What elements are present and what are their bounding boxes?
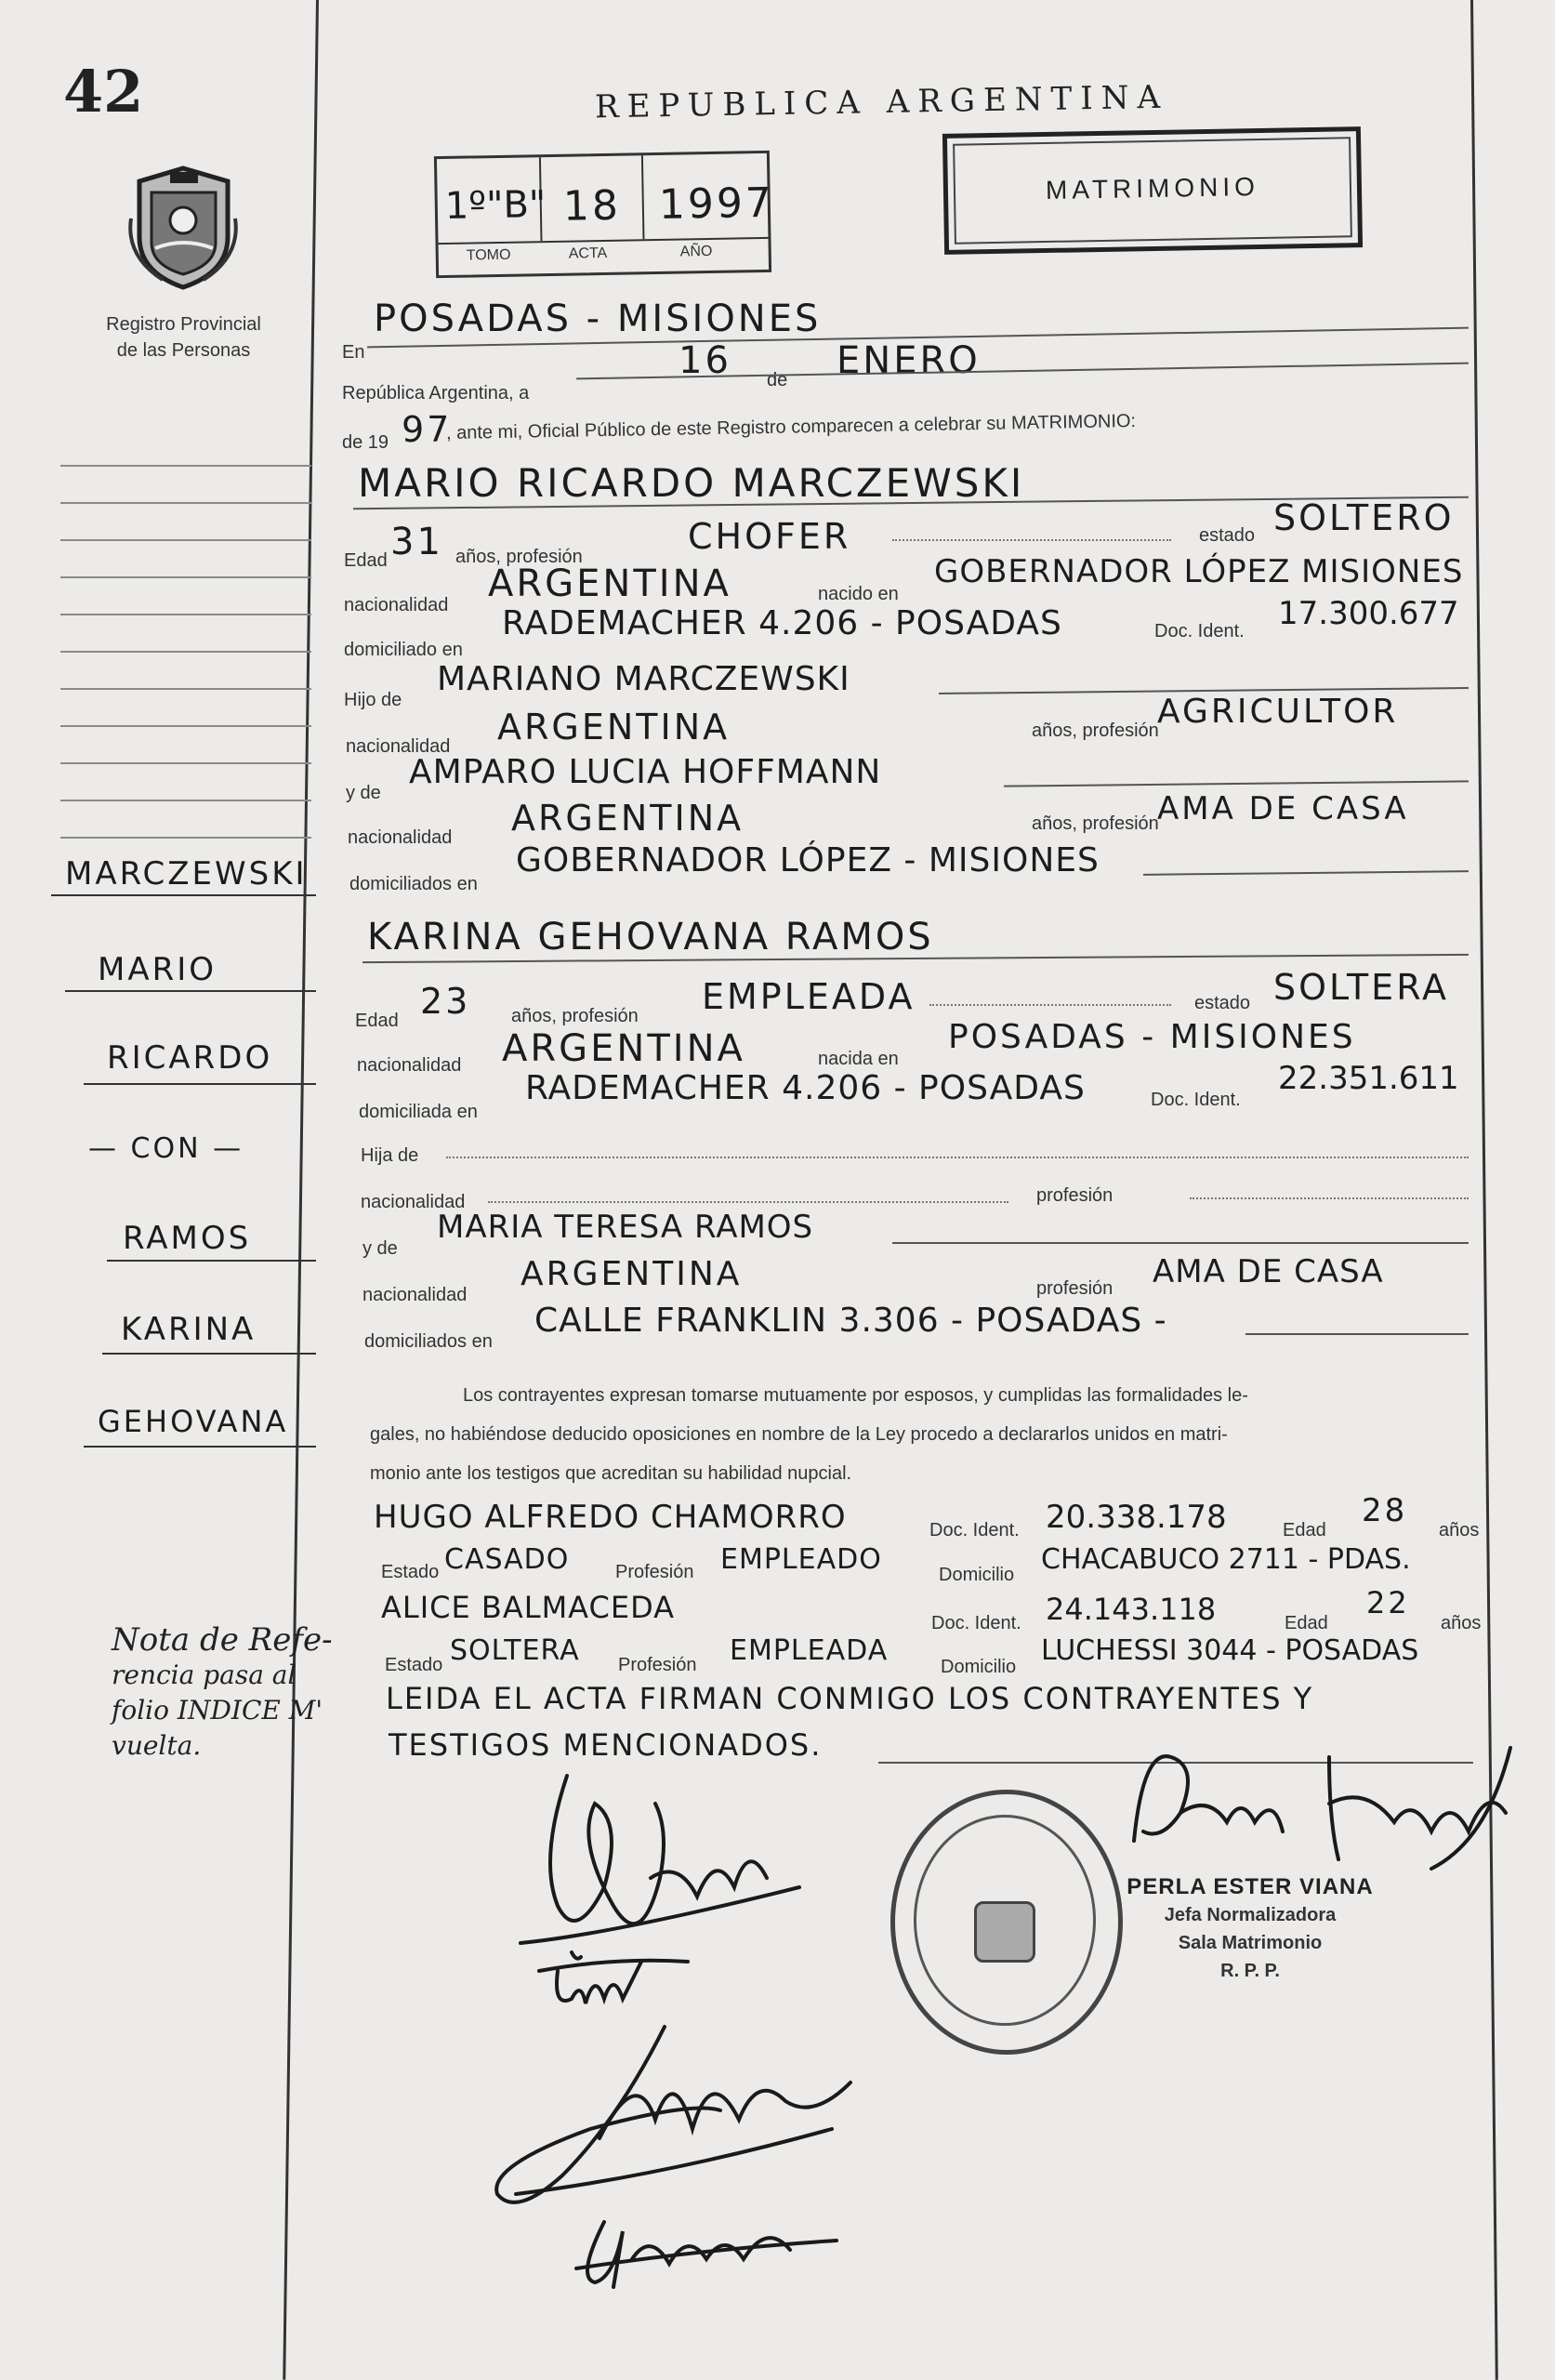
bride-nacionalidad2-label: nacionalidad [361, 1192, 466, 1212]
declaration-line-2: gales, no habiéndose deducido oposiciones en nombre de la Ley procedo a declararlos unidos en matri- [370, 1424, 1228, 1445]
witness-2-age: 22 [1366, 1585, 1410, 1620]
tomo-value: 1º"B" [444, 183, 547, 228]
groom-doc: 17.300.677 [1278, 595, 1459, 632]
witness-1-profesion-label: Profesión [615, 1562, 694, 1582]
bride-doc-label: Doc. Ident. [1151, 1090, 1241, 1110]
tomo-label: TOMO [466, 246, 511, 264]
bride-civil-status: SOLTERA [1273, 967, 1450, 1008]
margin-name-7: GEHOVANA [98, 1404, 289, 1439]
official-title-3: R. P. P. [1220, 1961, 1280, 1981]
witness-2-doc: 24.143.118 [1046, 1592, 1217, 1627]
bride-profesion-label: años, profesión [511, 1006, 639, 1026]
country-title: REPUBLICA ARGENTINA [594, 78, 1169, 126]
groom-nacionalidad-label: nacionalidad [344, 595, 449, 615]
witness-2-estado-label: Estado [385, 1655, 443, 1675]
bride-hija-label: Hija de [361, 1145, 419, 1166]
witness-2-profesion-label: Profesión [618, 1655, 697, 1675]
year-suffix: 97 [402, 409, 453, 450]
anio-label: AÑO [679, 243, 713, 260]
groom-hijo-label: Hijo de [344, 690, 402, 710]
official-title-1: Jefa Normalizadora [1164, 1905, 1337, 1925]
year-prefix: de 19 [342, 432, 389, 453]
groom-y-de-label: y de [346, 783, 381, 803]
bride-address: RADEMACHER 4.206 - POSADAS [525, 1069, 1086, 1107]
bride-estado-label: estado [1194, 993, 1251, 1013]
acta-label: ACTA [568, 245, 608, 262]
margin-divider-right [1470, 0, 1498, 2380]
witness-1-profesion: EMPLEADO [720, 1543, 882, 1576]
registry-seal-icon [890, 1790, 1123, 2055]
groom-nationality: ARGENTINA [488, 562, 731, 605]
closing-line-1: LEIDA EL ACTA FIRMAN CONMIGO LOS CONTRAYENTES Y [386, 1681, 1314, 1716]
groom-mother-nationality: ARGENTINA [511, 798, 745, 839]
reference-note-line-3: folio INDICE M' [112, 1695, 323, 1726]
margin-name-6: KARINA [121, 1311, 257, 1348]
provincial-coat-of-arms-icon [125, 163, 242, 293]
groom-mother-nat-label: nacionalidad [348, 827, 453, 848]
bride-edad-label: Edad [355, 1011, 399, 1031]
groom-name: MARIO RICARDO MARCZEWSKI [358, 460, 1025, 506]
witness-1-domicilio-label: Domicilio [939, 1565, 1015, 1585]
witness-2-doc-label: Doc. Ident. [931, 1613, 1021, 1633]
registry-name-line1: Registro Provincial [106, 314, 261, 335]
day-value: 16 [679, 339, 731, 382]
groom-domiciliados-label: domiciliados en [349, 874, 478, 894]
declaration-text [370, 1376, 1476, 1493]
acta-value: 18 [562, 181, 622, 231]
bride-mother-prof-label: profesión [1036, 1278, 1114, 1299]
registry-name [74, 311, 293, 364]
groom-age: 31 [390, 521, 443, 563]
bride-birthplace: POSADAS - MISIONES [948, 1018, 1356, 1056]
groom-doc-label: Doc. Ident. [1154, 621, 1245, 641]
witness-2-profesion: EMPLEADA [730, 1634, 889, 1667]
anio-value: 1997 [658, 178, 775, 229]
witness-2-name: ALICE BALMACEDA [381, 1590, 676, 1625]
page-number: 42 [63, 58, 144, 126]
bride-doc: 22.351.611 [1278, 1060, 1459, 1097]
act-type-label: MATRIMONIO [1045, 171, 1260, 205]
groom-domiciliado-label: domiciliado en [344, 640, 463, 660]
groom-father-prof-label: años, profesión [1032, 721, 1159, 741]
en-label: En [342, 342, 365, 363]
margin-name-3: RICARDO [107, 1039, 273, 1077]
witness-2-domicilio: LUCHESSI 3044 - POSADAS [1041, 1634, 1419, 1667]
place-value: POSADAS - MISIONES [374, 298, 822, 340]
intro-statement: , ante mi, Oficial Público de este Registro comparecen a celebrar su MATRIMONIO: [445, 411, 1137, 443]
groom-birthplace: GOBERNADOR LÓPEZ MISIONES [934, 553, 1464, 590]
groom-mother-prof-label: años, profesión [1032, 813, 1159, 834]
official-stamp [1111, 1873, 1390, 1985]
witness-1-doc-label: Doc. Ident. [929, 1520, 1020, 1540]
groom-profesion-label: años, profesión [455, 547, 583, 567]
closing-line-2: TESTIGOS MENCIONADOS. [389, 1727, 823, 1763]
bride-parents-address: CALLE FRANKLIN 3.306 - POSADAS - [534, 1302, 1167, 1340]
margin-name-2: MARIO [98, 951, 217, 988]
witness-1-domicilio: CHACABUCO 2711 - PDAS. [1041, 1543, 1411, 1576]
witness-2-anos-label: años [1441, 1613, 1482, 1633]
bride-mother-profession: AMA DE CASA [1153, 1253, 1384, 1290]
groom-parents-address: GOBERNADOR LÓPEZ - MISIONES [516, 841, 1100, 879]
groom-profession: CHOFER [688, 516, 851, 557]
witness-2-signature [558, 2194, 855, 2306]
bride-mother-nat-label: nacionalidad [362, 1285, 468, 1305]
reference-note-line-2: rencia pasa al [112, 1659, 297, 1690]
margin-name-4: — CON — [88, 1132, 244, 1165]
bride-profesion2-label: profesión [1036, 1185, 1114, 1206]
groom-edad-label: Edad [344, 550, 388, 571]
month-value: ENERO [837, 339, 981, 382]
bride-nacionalidad-label: nacionalidad [357, 1055, 462, 1076]
registry-name-line2: de las Personas [116, 340, 251, 361]
de-label: de [767, 370, 788, 390]
witness-2-domicilio-label: Domicilio [941, 1657, 1017, 1677]
bride-nationality: ARGENTINA [502, 1027, 745, 1070]
witness-1-estado: CASADO [444, 1543, 570, 1576]
bride-mother: MARIA TERESA RAMOS [437, 1209, 814, 1246]
bride-profession: EMPLEADA [702, 976, 916, 1017]
reference-note-line-4: vuelta. [112, 1730, 202, 1761]
groom-address: RADEMACHER 4.206 - POSADAS [502, 604, 1062, 642]
bride-nacida-label: nacida en [818, 1049, 899, 1069]
witness-1-name: HUGO ALFREDO CHAMORRO [374, 1499, 847, 1536]
declaration-line-1: Los contrayentes expresan tomarse mutuamente por esposos, y cumplidas las formalidades le- [463, 1385, 1248, 1406]
groom-nacido-label: nacido en [818, 584, 899, 604]
reference-note [112, 1622, 333, 1764]
witness-1-edad-label: Edad [1283, 1520, 1326, 1540]
groom-father-profession: AGRICULTOR [1157, 693, 1399, 731]
bride-age: 23 [420, 981, 471, 1022]
witness-1-signature [479, 2008, 869, 2222]
margin-name-5: RAMOS [123, 1220, 252, 1257]
witness-1-age: 28 [1362, 1492, 1408, 1529]
republica-label: República Argentina, a [342, 383, 530, 403]
margin-name-1: MARCZEWSKI [65, 855, 308, 892]
tomo-acta-ano-box [434, 151, 775, 278]
witness-2-edad-label: Edad [1285, 1613, 1328, 1633]
groom-estado-label: estado [1199, 525, 1256, 546]
witness-1-anos-label: años [1439, 1520, 1480, 1540]
act-type-box [942, 126, 1363, 255]
groom-father-nat-label: nacionalidad [346, 736, 451, 757]
declaration-line-3: monio ante los testigos que acreditan su habilidad nupcial. [370, 1463, 852, 1484]
bride-y-de-label: y de [362, 1238, 398, 1259]
groom-mother: AMPARO LUCIA HOFFMANN [409, 753, 882, 791]
bride-mother-nationality: ARGENTINA [521, 1255, 743, 1293]
bride-signature [544, 1934, 655, 2017]
official-title-2: Sala Matrimonio [1178, 1933, 1323, 1953]
bride-domiciliada-label: domiciliada en [359, 1102, 478, 1122]
bride-name: KARINA GEHOVANA RAMOS [367, 916, 934, 959]
witness-2-estado: SOLTERA [450, 1634, 580, 1667]
groom-father: MARIANO MARCZEWSKI [437, 660, 850, 698]
groom-father-nationality: ARGENTINA [497, 707, 731, 747]
groom-civil-status: SOLTERO [1273, 497, 1455, 538]
official-name: PERLA ESTER VIANA [1127, 1874, 1374, 1899]
witness-1-estado-label: Estado [381, 1562, 440, 1582]
bride-domiciliados-label: domiciliados en [364, 1331, 493, 1352]
groom-mother-profession: AMA DE CASA [1157, 790, 1409, 827]
witness-1-doc: 20.338.178 [1046, 1499, 1227, 1536]
reference-note-line-1: Nota de Refe- [112, 1621, 333, 1659]
